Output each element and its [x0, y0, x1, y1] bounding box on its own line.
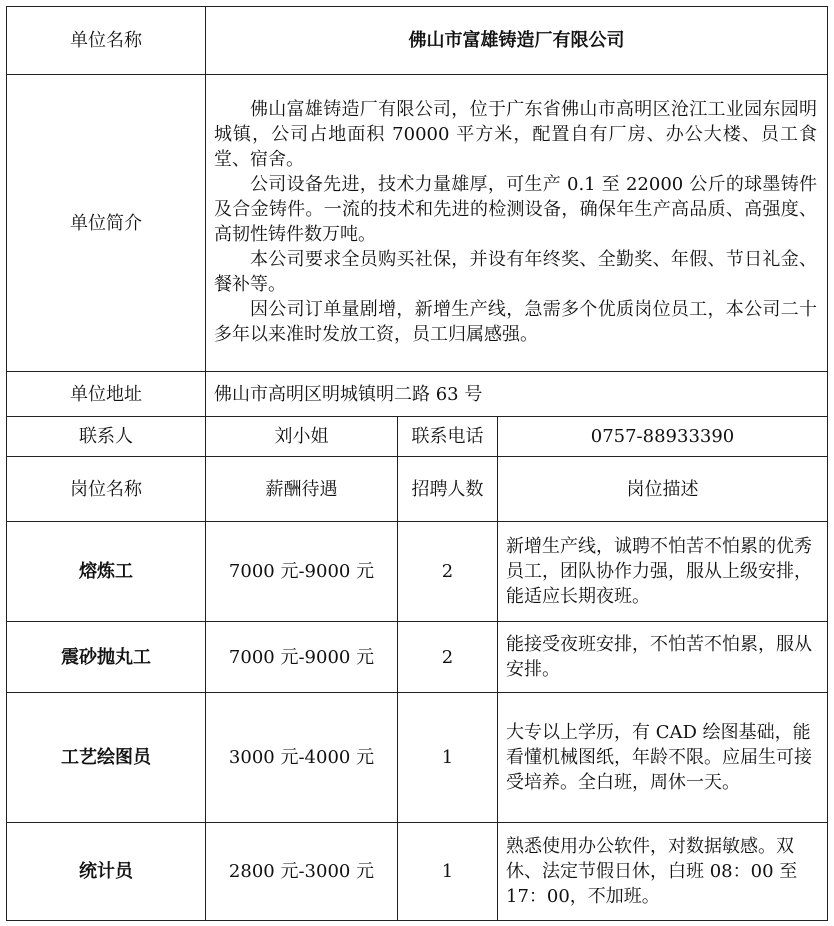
address-value: 佛山市高明区明城镇明二路 63 号 [206, 372, 828, 417]
header-salary: 薪酬待遇 [206, 457, 398, 522]
intro-content [206, 75, 828, 372]
job-title: 震砂抛丸工 [7, 622, 206, 693]
job-title: 熔炼工 [7, 522, 206, 622]
job-title: 工艺绘图员 [7, 693, 206, 823]
job-count: 1 [398, 693, 498, 823]
recruitment-table [6, 6, 828, 921]
header-count: 招聘人数 [398, 457, 498, 522]
company-name-label: 单位名称 [7, 7, 206, 75]
job-title: 统计员 [7, 823, 206, 921]
job-count: 2 [398, 622, 498, 693]
job-description: 新增生产线，诚聘不怕苦不怕累的优秀员工，团队协作力强，服从上级安排，能适应长期夜班。 [498, 522, 828, 622]
contact-person: 刘小姐 [206, 417, 398, 457]
contact-row [7, 417, 828, 457]
contact-person-label: 联系人 [7, 417, 206, 457]
jobs-header-row [7, 457, 828, 522]
job-row [7, 522, 828, 622]
job-salary: 3000 元-4000 元 [206, 693, 398, 823]
intro-row [7, 75, 828, 372]
job-description: 大专以上学历，有 CAD 绘图基础，能看懂机械图纸，年龄不限。应届生可接受培养。全白班，周休一天。 [498, 693, 828, 823]
job-count: 2 [398, 522, 498, 622]
job-salary: 7000 元-9000 元 [206, 522, 398, 622]
address-label: 单位地址 [7, 372, 206, 417]
job-count: 1 [398, 823, 498, 921]
intro-paragraph: 因公司订单量剧增，新增生产线，急需多个优质岗位员工，本公司二十多年以来准时发放工资，员工归属感强。 [214, 298, 818, 345]
company-row [7, 7, 828, 75]
job-description: 能接受夜班安排，不怕苦不怕累，服从安排。 [498, 622, 828, 693]
intro-label: 单位简介 [7, 75, 206, 372]
company-name: 佛山市富雄铸造厂有限公司 [206, 7, 828, 75]
job-salary: 2800 元-3000 元 [206, 823, 398, 921]
job-description: 熟悉使用办公软件，对数据敏感。双休、法定节假日休，白班 08：00 至 17：00，不加班。 [498, 823, 828, 921]
header-job-title: 岗位名称 [7, 457, 206, 522]
contact-phone: 0757-88933390 [498, 417, 828, 457]
job-salary: 7000 元-9000 元 [206, 622, 398, 693]
job-row [7, 693, 828, 823]
job-row [7, 823, 828, 921]
job-row [7, 622, 828, 693]
intro-paragraph: 公司设备先进，技术力量雄厚，可生产 0.1 至 22000 公斤的球墨铸件及合金铸件。一流的技术和先进的检测设备，确保年生产高品质、高强度、高韧性铸件数万吨。 [214, 173, 818, 245]
intro-paragraph: 佛山富雄铸造厂有限公司，位于广东省佛山市高明区沧江工业园东园明城镇，公司占地面积 70000 平方米，配置自有厂房、办公大楼、员工食堂、宿舍。 [214, 98, 818, 170]
header-description: 岗位描述 [498, 457, 828, 522]
intro-paragraph: 本公司要求全员购买社保，并设有年终奖、全勤奖、年假、节日礼金、餐补等。 [214, 248, 818, 295]
contact-phone-label: 联系电话 [398, 417, 498, 457]
address-row [7, 372, 828, 417]
